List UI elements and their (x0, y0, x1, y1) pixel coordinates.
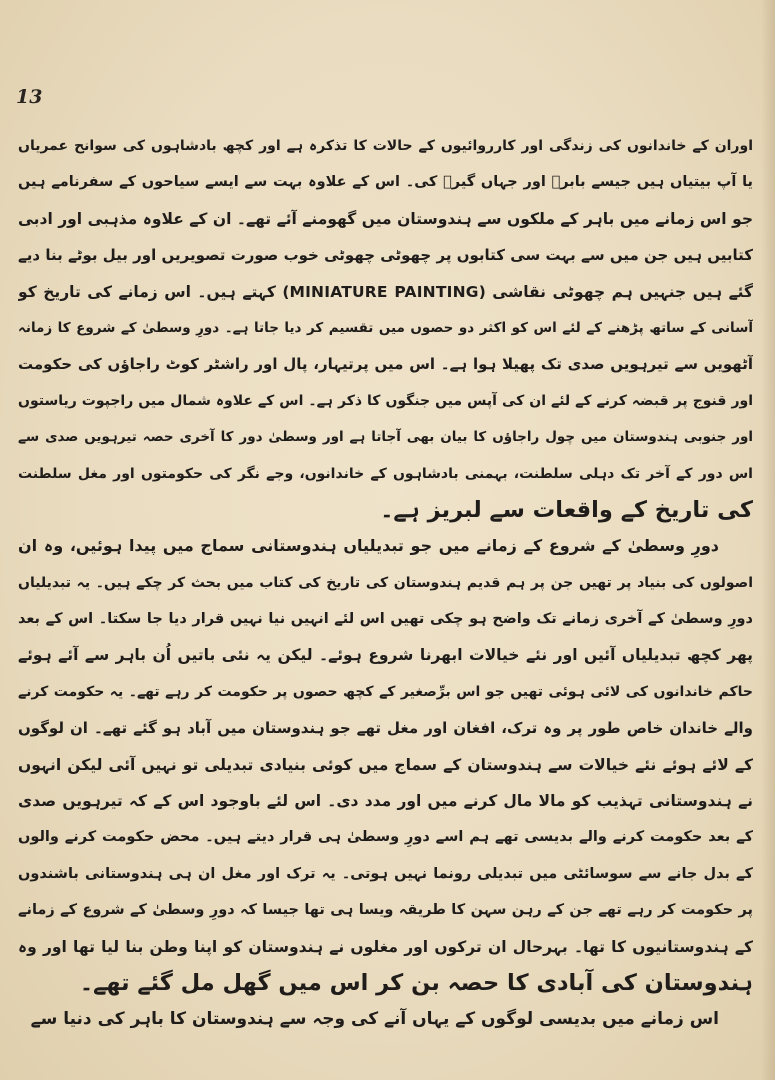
text-line: اس دور کے آخر تک دہلی سلطنت، بہمنی بادشاہوں کے خاندانوں، وجے نگر کی حکومتوں اور مغل سلطنت (18, 465, 753, 482)
text-line: گئے ہیں جنہیں ہم چھوٹی نقاشی (MINIATURE PAINTING) کہتے ہیں۔ اس زمانے کی تاریخ کو (18, 282, 753, 301)
text-line: اور قنوج پر قبضہ کرنے کے لئے ان کی آپس میں جنگوں کا ذکر ہے۔ اس کے علاوہ شمال میں راجپوت ریاستوں (18, 392, 753, 409)
page-number: 13 (16, 86, 43, 108)
text-line: پر حکومت کر رہے تھے جن کے رہن سہن کا طریقہ ویسا ہی تھا جیسا کہ دورِ وسطیٰ کے شروع کے زمانے (18, 902, 753, 919)
text-line: جو اس زمانے میں باہر کے ملکوں سے ہندوستان میں گھومنے آئے تھے۔ ان کے علاوہ مذہبی اور ادبی (18, 209, 753, 228)
text-line: کے بدل جانے سے سوسائٹی میں تبدیلی رونما نہیں ہوتی۔ یہ ترک اور مغل ان ہی ہندوستانی باشندوں (18, 865, 753, 882)
text-line: دورِ وسطیٰ کے آخری زمانے تک واضح ہو چکی تھیں اس لئے انہیں نیا نہیں قرار دیا جا سکتا۔ اس کے بعد (18, 611, 753, 628)
text-line: کے بعد حکومت کرنے والے بدیسی تھے ہم اسے دورِ وسطیٰ ہی قرار دیتے ہیں۔ محض حکومت کرنے والوں (18, 829, 753, 846)
text-line: حاکم خاندانوں کی لائی ہوئی تھیں جو اس برِّصغیر کے کچھ حصوں پر حکومت کر رہے تھے۔ یہ حکومت کرنے (18, 683, 753, 700)
body-text (18, 128, 753, 1038)
text-line: آٹھویں سے تیرہویں صدی تک پھیلا ہوا ہے۔ اس میں پرتیہار، پال اور راشٹر کوٹ راجاؤں کی حکومت (18, 355, 753, 374)
paragraph-start-line: اس زمانے میں بدیسی لوگوں کے یہاں آنے کی وجہ سے ہندوستان کا باہر کی دنیا سے (30, 1009, 719, 1030)
text-line: کتابیں ہیں جن میں سے بہت سی کتابوں پر چھوٹی چھوٹی خوب صورت تصویریں اور بیل بوٹے بنا دیے (18, 246, 753, 265)
text-line: آسانی کے ساتھ پڑھنے کے لئے اس کو اکثر دو حصوں میں تقسیم کر دیا جاتا ہے۔ دورِ وسطیٰ کے شروع کا زمانہ (18, 319, 753, 336)
text-line: پھر کچھ تبدیلیاں آئیں اور نئے خیالات ابھرنا شروع ہوئے۔ لیکن یہ نئی باتیں اُن باہر سے آئے ہوئے (18, 646, 753, 665)
text-line: یا آپ بیتیاں ہیں جیسے بابرؔ اور جہاں گیرؔ کی۔ اس کے علاوہ بہت سے ایسے سیاحوں کے سفرنامے ہیں (18, 174, 753, 191)
text-line: اور جنوبی ہندوستان میں چول راجاؤں کا بیان بھی آجاتا ہے اور وسطیٰ دور کا آخری حصہ تیرہویں صدی سے (18, 429, 753, 446)
paragraph-start-line: دورِ وسطیٰ کے شروع کے زمانے میں جو تبدیلیاں ہندوستانی سماج میں پیدا ہوئیں، وہ ان (18, 536, 720, 556)
text-line: اصولوں کی بنیاد پر تھیں جن پر ہم قدیم ہندوستان کی تاریخ کی کتاب میں بحث کر چکے ہیں۔ یہ تبدیلیاں (18, 574, 753, 591)
text-line: والے خاندان خاص طور پر وہ ترک، افغان اور مغل تھے جو ہندوستان میں آباد ہو گئے تھے۔ ان لوگوں (18, 719, 753, 738)
text-line: اوران کے خاندانوں کی زندگی اور کارروائیوں کے حالات کا تذکرہ ہے اور کچھ بادشاہوں کی سوانح عمریاں (18, 138, 753, 154)
paragraph-end-line: کی تاریخ کے واقعات سے لبریز ہے۔ (380, 496, 753, 523)
paragraph-end-line: ہندوستان کی آبادی کا حصہ بن کر اس میں گھل مل گئے تھے۔ (79, 969, 753, 996)
text-line: نے ہندوستانی تہذیب کو مالا مال کرنے میں اور مدد دی۔ اس لئے باوجود اس کے کہ تیرہویں صدی (18, 792, 753, 811)
text-line: کے لائے ہوئے نئے خیالات سے ہندوستان کے سماج میں کوئی بنیادی تبدیلی تو نہیں آئی لیکن انہوں (18, 755, 753, 774)
text-line: کے ہندوستانیوں کا تھا۔ بہرحال ان ترکوں اور مغلوں نے ہندوستان کو اپنا وطن بنا لیا تھا اور وہ (18, 937, 753, 956)
